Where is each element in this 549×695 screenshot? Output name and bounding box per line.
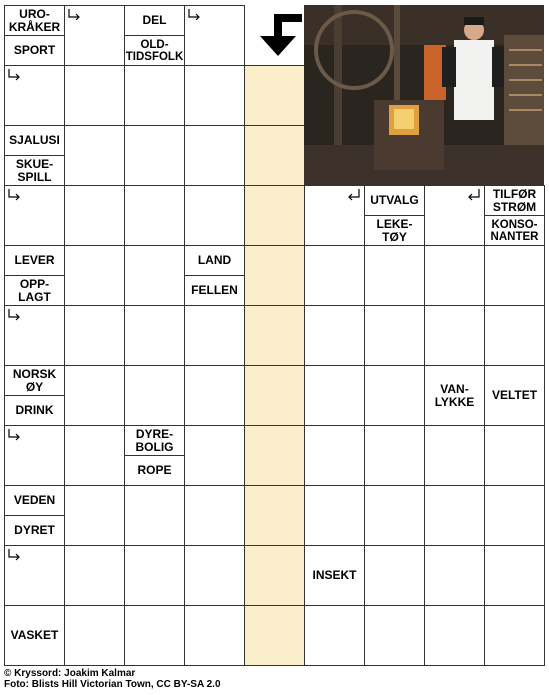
arrow-down-left-icon xyxy=(467,188,481,202)
answer-cell[interactable] xyxy=(64,485,125,546)
clue-cell: VASKET xyxy=(4,605,65,666)
answer-cell[interactable] xyxy=(184,125,245,186)
arrow-down-left-icon xyxy=(347,188,361,202)
arrow-down-right-icon xyxy=(7,308,21,322)
answer-cell[interactable] xyxy=(184,545,245,606)
clue-cell: LAND xyxy=(184,245,245,276)
answer-cell[interactable] xyxy=(184,185,245,246)
blacksmith-photo xyxy=(304,5,544,185)
credit-photo: Foto: Blists Hill Victorian Town, CC BY-SA 2.0 xyxy=(4,679,221,690)
clue-cell: TILFØR STRØM xyxy=(484,185,545,216)
answer-cell[interactable] xyxy=(64,65,125,126)
answer-cell[interactable] xyxy=(364,245,425,306)
solution-cell[interactable] xyxy=(244,65,305,126)
answer-cell[interactable] xyxy=(364,365,425,426)
solution-cell[interactable] xyxy=(244,545,305,606)
clue-cell: VAN- LYKKE xyxy=(424,365,485,426)
answer-cell[interactable] xyxy=(184,605,245,666)
answer-cell[interactable] xyxy=(484,485,545,546)
answer-cell[interactable] xyxy=(424,425,485,486)
clue-cell: VELTET xyxy=(484,365,545,426)
answer-cell[interactable] xyxy=(124,185,185,246)
answer-cell[interactable] xyxy=(184,425,245,486)
clue-cell: DYRE- BOLIG xyxy=(124,425,185,456)
arrow-down-right-icon xyxy=(7,428,21,442)
arrow-down-right-icon xyxy=(7,188,21,202)
answer-cell[interactable] xyxy=(124,65,185,126)
answer-cell[interactable] xyxy=(124,305,185,366)
credits xyxy=(4,668,221,690)
answer-cell[interactable] xyxy=(64,545,125,606)
answer-cell[interactable] xyxy=(124,605,185,666)
solution-cell[interactable] xyxy=(244,125,305,186)
answer-cell[interactable] xyxy=(64,305,125,366)
credit-crossword: © Kryssord: Joakim Kalmar xyxy=(4,668,136,679)
solution-cell[interactable] xyxy=(244,305,305,366)
answer-cell[interactable] xyxy=(124,485,185,546)
answer-cell[interactable] xyxy=(484,425,545,486)
answer-cell[interactable] xyxy=(364,305,425,366)
answer-cell[interactable] xyxy=(424,485,485,546)
clue-cell: LEVER xyxy=(4,245,65,276)
clue-cell: ROPE xyxy=(124,455,185,486)
answer-cell[interactable] xyxy=(64,605,125,666)
clue-cell: DYRET xyxy=(4,515,65,546)
answer-cell[interactable] xyxy=(64,365,125,426)
answer-cell[interactable] xyxy=(184,365,245,426)
answer-cell[interactable] xyxy=(64,245,125,306)
clue-cell: SPORT xyxy=(4,35,65,66)
answer-cell[interactable] xyxy=(64,185,125,246)
solution-cell[interactable] xyxy=(244,245,305,306)
answer-cell[interactable] xyxy=(124,545,185,606)
answer-cell[interactable] xyxy=(364,605,425,666)
answer-cell[interactable] xyxy=(124,365,185,426)
solution-column-arrow-icon xyxy=(250,12,304,58)
answer-cell[interactable] xyxy=(184,485,245,546)
answer-cell[interactable] xyxy=(64,125,125,186)
answer-cell[interactable] xyxy=(304,425,365,486)
answer-cell[interactable] xyxy=(304,365,365,426)
clue-cell: VEDEN xyxy=(4,485,65,516)
answer-cell[interactable] xyxy=(424,545,485,606)
answer-cell[interactable] xyxy=(184,65,245,126)
clue-cell: SJALUSI xyxy=(4,125,65,156)
clue-cell: KONSO- NANTER xyxy=(484,215,545,246)
answer-cell[interactable] xyxy=(484,545,545,606)
answer-cell[interactable] xyxy=(484,605,545,666)
clue-cell: LEKE- TØY xyxy=(364,215,425,246)
answer-cell[interactable] xyxy=(364,425,425,486)
clue-cell: UTVALG xyxy=(364,185,425,216)
clue-cell: SKUE- SPILL xyxy=(4,155,65,186)
clue-cell: FELLEN xyxy=(184,275,245,306)
solution-cell[interactable] xyxy=(244,185,305,246)
clue-cell: OPP- LAGT xyxy=(4,275,65,306)
arrow-down-right-icon xyxy=(7,68,21,82)
arrow-down-right-icon xyxy=(7,548,21,562)
answer-cell[interactable] xyxy=(184,305,245,366)
answer-cell[interactable] xyxy=(64,425,125,486)
solution-cell[interactable] xyxy=(244,365,305,426)
answer-cell[interactable] xyxy=(304,245,365,306)
arrow-down-right-icon xyxy=(67,8,81,22)
answer-cell[interactable] xyxy=(424,305,485,366)
solution-cell[interactable] xyxy=(244,485,305,546)
answer-cell[interactable] xyxy=(124,125,185,186)
answer-cell[interactable] xyxy=(304,485,365,546)
clue-cell: DEL xyxy=(124,5,185,36)
solution-cell[interactable] xyxy=(244,425,305,486)
answer-cell[interactable] xyxy=(424,245,485,306)
clue-cell: URO- KRÅKER xyxy=(4,5,65,36)
answer-cell[interactable] xyxy=(124,245,185,306)
answer-cell[interactable] xyxy=(484,305,545,366)
clue-cell: INSEKT xyxy=(304,545,365,606)
clue-cell: OLD- TIDSFOLK xyxy=(124,35,185,66)
solution-cell[interactable] xyxy=(244,605,305,666)
answer-cell[interactable] xyxy=(364,545,425,606)
answer-cell[interactable] xyxy=(484,245,545,306)
answer-cell[interactable] xyxy=(304,305,365,366)
clue-cell: DRINK xyxy=(4,395,65,426)
answer-cell[interactable] xyxy=(304,605,365,666)
clue-cell: NORSK ØY xyxy=(4,365,65,396)
answer-cell[interactable] xyxy=(424,605,485,666)
answer-cell[interactable] xyxy=(364,485,425,546)
arrow-down-right-icon xyxy=(187,8,201,22)
